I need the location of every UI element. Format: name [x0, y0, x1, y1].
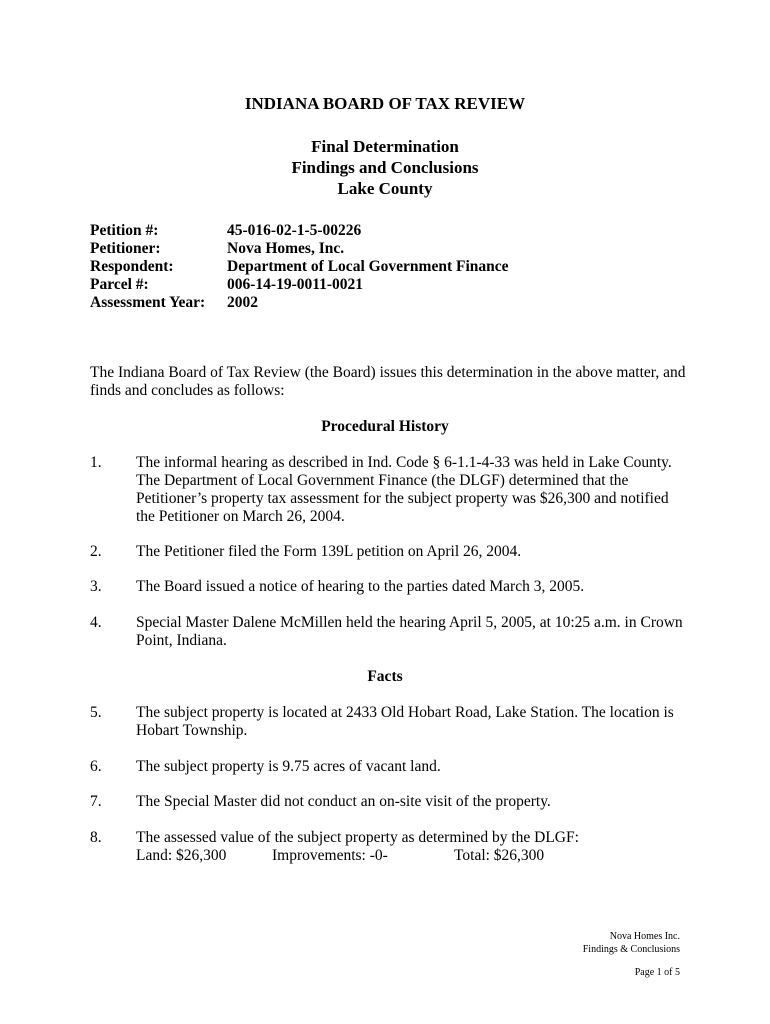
case-info-value: Nova Homes, Inc. [227, 240, 345, 257]
case-info-value: 006-14-19-0011-0021 [227, 276, 364, 293]
item-number: 6. [90, 758, 102, 775]
list-item [90, 454, 690, 526]
case-info-label: Petition #: [90, 222, 159, 239]
footer-caption [583, 930, 680, 956]
case-info-row [90, 222, 509, 240]
assessed-total: Total: $26,300 [454, 847, 545, 864]
intro-paragraph: The Indiana Board of Tax Review (the Board) issues this determination in the above matter, and finds and concludes as follows: [90, 364, 686, 399]
case-info-row [90, 258, 509, 276]
case-info-value: 45-016-02-1-5-00226 [227, 222, 362, 239]
item-text: The subject property is 9.75 acres of vacant land. [136, 758, 441, 775]
case-info-value: 2002 [227, 294, 258, 311]
item-text: The Board issued a notice of hearing to the parties dated March 3, 2005. [136, 578, 585, 595]
document-title: Final Determination [311, 137, 459, 156]
footer-line: Findings & Conclusions [582, 944, 680, 955]
item-number: 2. [90, 543, 102, 560]
item-number: 5. [90, 704, 102, 721]
page-number: Page 1 of 5 [634, 967, 680, 978]
section-heading-facts: Facts [367, 668, 403, 685]
item-text: Special Master Dalene McMillen held the hearing April 5, 2005, at 10:25 a.m. in Crown Point, Indiana. [136, 614, 683, 649]
item-number: 8. [90, 829, 102, 846]
case-info-label: Parcel #: [90, 276, 149, 293]
item-text [136, 829, 690, 865]
case-info-row [90, 276, 509, 294]
item-number: 4. [90, 614, 102, 631]
item-text: The Petitioner filed the Form 139L petition on April 26, 2004. [136, 543, 522, 560]
item-text: The informal hearing as described in Ind. Code § 6-1.1-4-33 was held in Lake County. The Department of Local Government Finance (the DLGF) determined that the Petitioner’s property tax assessment for the subject property was $26,300 and notified the Petitioner on March 26, 2004. [136, 454, 672, 525]
board-title: INDIANA BOARD OF TAX REVIEW [244, 94, 526, 113]
document-subtitle: Findings and Conclusions [291, 158, 479, 177]
item-text: The Special Master did not conduct an on-site visit of the property. [136, 793, 551, 810]
assessed-improvements: Improvements: -0- [272, 847, 388, 864]
list-item [90, 758, 690, 776]
list-item [90, 614, 690, 650]
list-item [90, 793, 690, 811]
assessed-value-row [136, 847, 690, 865]
case-info-label: Assessment Year: [90, 294, 206, 311]
item-text: The subject property is located at 2433 Old Hobart Road, Lake Station. The location is Hobart Township. [136, 704, 674, 739]
case-info-value: Department of Local Government Finance [227, 258, 509, 275]
section-heading-procedural-history: Procedural History [321, 418, 449, 435]
county-name: Lake County [337, 179, 433, 198]
case-info-label: Petitioner: [90, 240, 161, 257]
item-number: 3. [90, 578, 102, 595]
footer-line: Nova Homes Inc. [609, 931, 680, 942]
list-item [90, 543, 690, 561]
item-text-line: The assessed value of the subject property as determined by the DLGF: [136, 829, 579, 846]
assessed-land: Land: $26,300 [136, 847, 227, 864]
item-number: 7. [90, 793, 102, 810]
case-info [90, 222, 509, 312]
list-item [90, 578, 690, 596]
list-item [90, 829, 690, 865]
item-number: 1. [90, 454, 102, 471]
case-info-row [90, 294, 509, 312]
case-info-label: Respondent: [90, 258, 174, 275]
case-info-row [90, 240, 509, 258]
list-item [90, 704, 690, 740]
